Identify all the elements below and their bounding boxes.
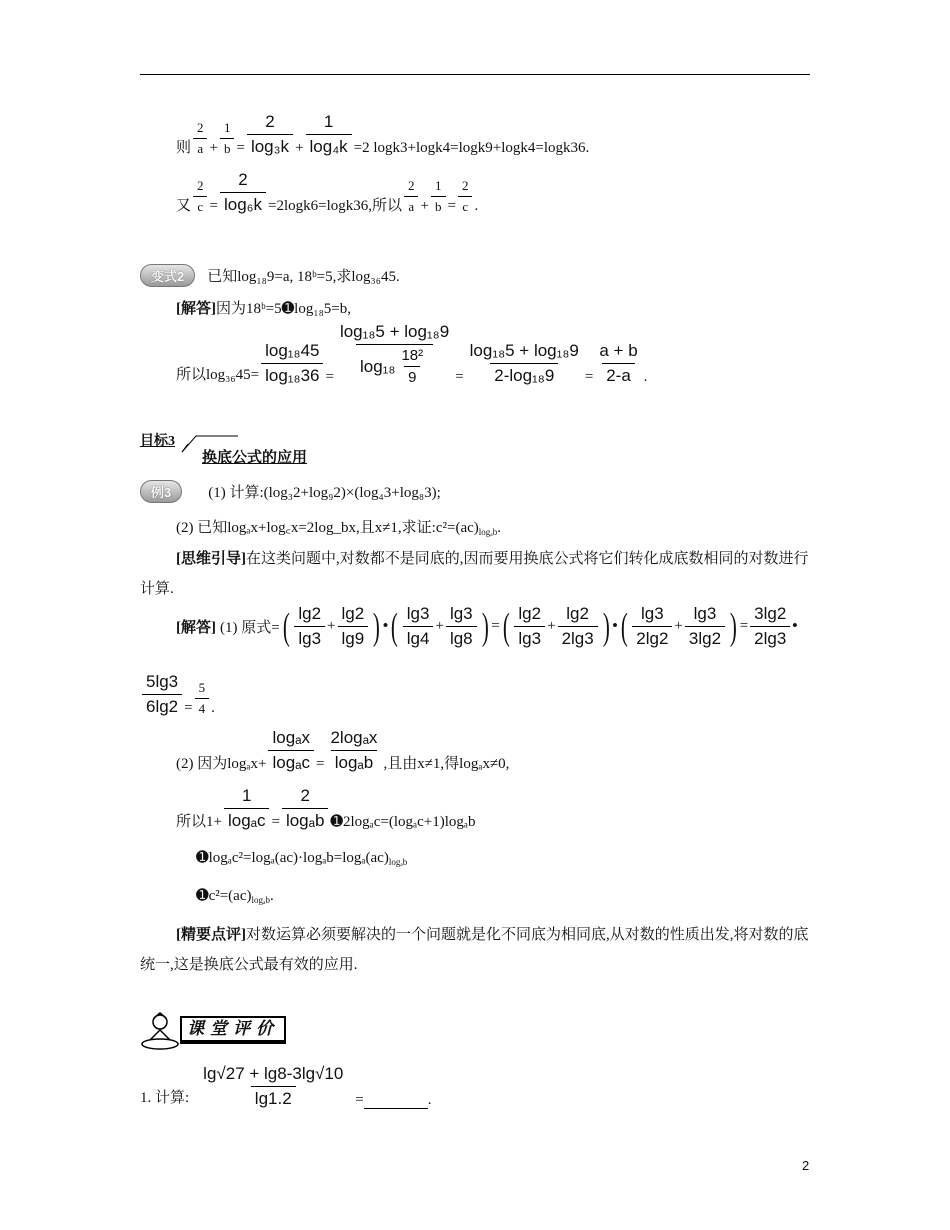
answer-1: [解答] (1) 原式= ( $\frac{\lg 2}{\lg 3}$ + $\frac{\lg 2}{\lg 9}$ ) • ( $\frac{\lg 3}{\lg 4}$ + $\frac{\lg 3}{\lg 8}$ ) = ( $\frac{\lg 2}{\lg 3}$ + $\frac{\lg 2}{2\lg 3}$ ) • ( $\frac{\lg 3}{2\lg 2}$ + $\frac{\lg 3}{3\lg 2}$ ) = $\frac{3\lg 2}{2\lg 3}$ • [176, 604, 798, 648]
answer-2-line-2: 所以1+ $\frac{1}{\text{logₐc}}$ = $\frac{2}{\text{logₐb}}$ ➊2logₐc=(logₐc+1)logₐb [176, 786, 476, 830]
answer-2-line-4: ➊c²=(ac) logₐb . [196, 888, 274, 905]
variation-2-calculation: 所以log₃₆45= $\frac{\text{log₁₈45}}{\text{log₁₈36}}$ = log₁₈5 + log₁₈9 log₁₈ $\frac{\text{18²}}{9}$ = $\frac{\text{log₁₈5 + log₁₈9}}{\text{2-log₁₈9}}$ = $\frac{a + b}{2-a}$ . [176, 322, 648, 386]
question-2: (2) 已知logₐx+log꜀x=2log_bx,且x≠1,求证:c²=(ac) [176, 520, 479, 536]
fraction: $\frac{2}{c}$ [193, 178, 208, 215]
page-number: 2 [802, 1158, 810, 1173]
text: =2 logk3+logk4=logk9+logk4=logk36. [353, 140, 590, 156]
target-tag: 目标3 [140, 434, 175, 449]
fraction: $\frac{a + b}{2-a}$ [599, 341, 638, 385]
fraction: $\frac{1}{b}$ [220, 120, 235, 157]
example-3-q2: (2) 已知logₐx+log꜀x=2log_bx,且x≠1,求证:c²=(ac) logₐb . [176, 516, 501, 537]
fraction: $\frac{2}{a}$ [193, 120, 208, 157]
fraction: $\frac{1}{b}$ [431, 178, 446, 215]
fraction: $\frac{2}{\text{log₆k}}$ [220, 170, 266, 215]
banner-title: 课堂评价 [180, 1016, 286, 1044]
header-rule [140, 74, 810, 75]
fraction: $\frac{2}{\text{log₃k}}$ [247, 112, 293, 157]
derivation-line-2: 又 $\frac{2}{c}$ = $\frac{2}{\text{log₆k}}$ =2logk6=logk36,所以 $\frac{2}{a}$ + $\frac{1}{b}$ = $\frac{2}{c}$ . [176, 170, 479, 214]
fraction: log₁₈5 + log₁₈9 log₁₈ $\frac{\text{18²}}{9}$ [339, 322, 450, 386]
text: 则 [176, 140, 192, 156]
example-badge: 例3 [140, 480, 182, 503]
classroom-evaluation-banner [140, 1010, 290, 1050]
text: =2logk6=logk36,所以 [268, 198, 403, 214]
fraction: $\frac{\text{log₁₈5 + log₁₈9}}{\text{2-log₁₈9}}$ [469, 341, 579, 385]
fraction: $\frac{\lg√27 + \lg 8-3\lg√10}{\lg 1.2}$ [203, 1064, 344, 1108]
target-title: 换底公式的应用 [202, 450, 308, 466]
hint-paragraph: [思维引导]在这类问题中,对数都不是同底的,因而要用换底公式将它们转化成底数相同的对数进行计算. [140, 551, 809, 597]
text: 又 [176, 198, 192, 214]
question-text: 已知log₁₈9=a, 18ᵇ=5,求log₃₆45. [207, 269, 400, 285]
target-section [140, 430, 308, 466]
fraction: $\frac{1}{\text{log₄k}}$ [306, 112, 352, 157]
answer-2-line-1: (2) 因为logₐx+ $\frac{\text{logₐx}}{\text{logₐc}}$ = $\frac{\text{2logₐx}}{\text{logₐb}}$ ,且由x≠1,得logₐx≠0, [176, 728, 510, 772]
question-1: (1) 计算:(log₃2+log₉2)×(log₄3+log₈3); [208, 485, 441, 501]
fraction: $\frac{\text{log₁₈45}}{\text{log₁₈36}}$ [261, 341, 323, 386]
variation-badge: 变式2 [140, 264, 195, 287]
fraction: $\frac{2}{c}$ [458, 178, 473, 215]
variation-2 [140, 264, 400, 287]
answer-2-line-3: ➊logₐc²=logₐ(ac)·logₐb=logₐ(ac) logₐb [196, 850, 408, 867]
derivation-line-1: 则 $\frac{2}{a}$ + $\frac{1}{b}$ = $\frac{2}{\text{log₃k}}$ + $\frac{1}{\text{log₄k}}$ =2 logk3+logk4=logk9+logk4=logk36. [176, 112, 590, 156]
exercise-1: 1. 计算: $\frac{\lg√27 + \lg 8-3\lg√10}{\lg 1.2}$ = . [140, 1064, 432, 1108]
example-3 [140, 480, 441, 503]
fraction: $\frac{2}{a}$ [404, 178, 419, 215]
variation-2-answer [176, 297, 351, 318]
text: 所以log₃₆45= [176, 367, 260, 383]
reading-person-icon [140, 1010, 180, 1050]
comment-paragraph: [精要点评]对数运算必须要解决的一个问题就是化不同底为相同底,从对数的性质出发,将对数的底统一,这是换底公式最有效的应用. [140, 927, 809, 973]
answer-blank[interactable] [364, 1092, 428, 1109]
answer-1-cont: $\frac{5\lg 3}{6\lg 2}$ = $\frac{5}{4}$ . [140, 672, 215, 717]
answer-label: [解答] [176, 301, 216, 317]
answer-text: 因为18ᵇ=5➊log₁₈5=b, [216, 301, 352, 317]
